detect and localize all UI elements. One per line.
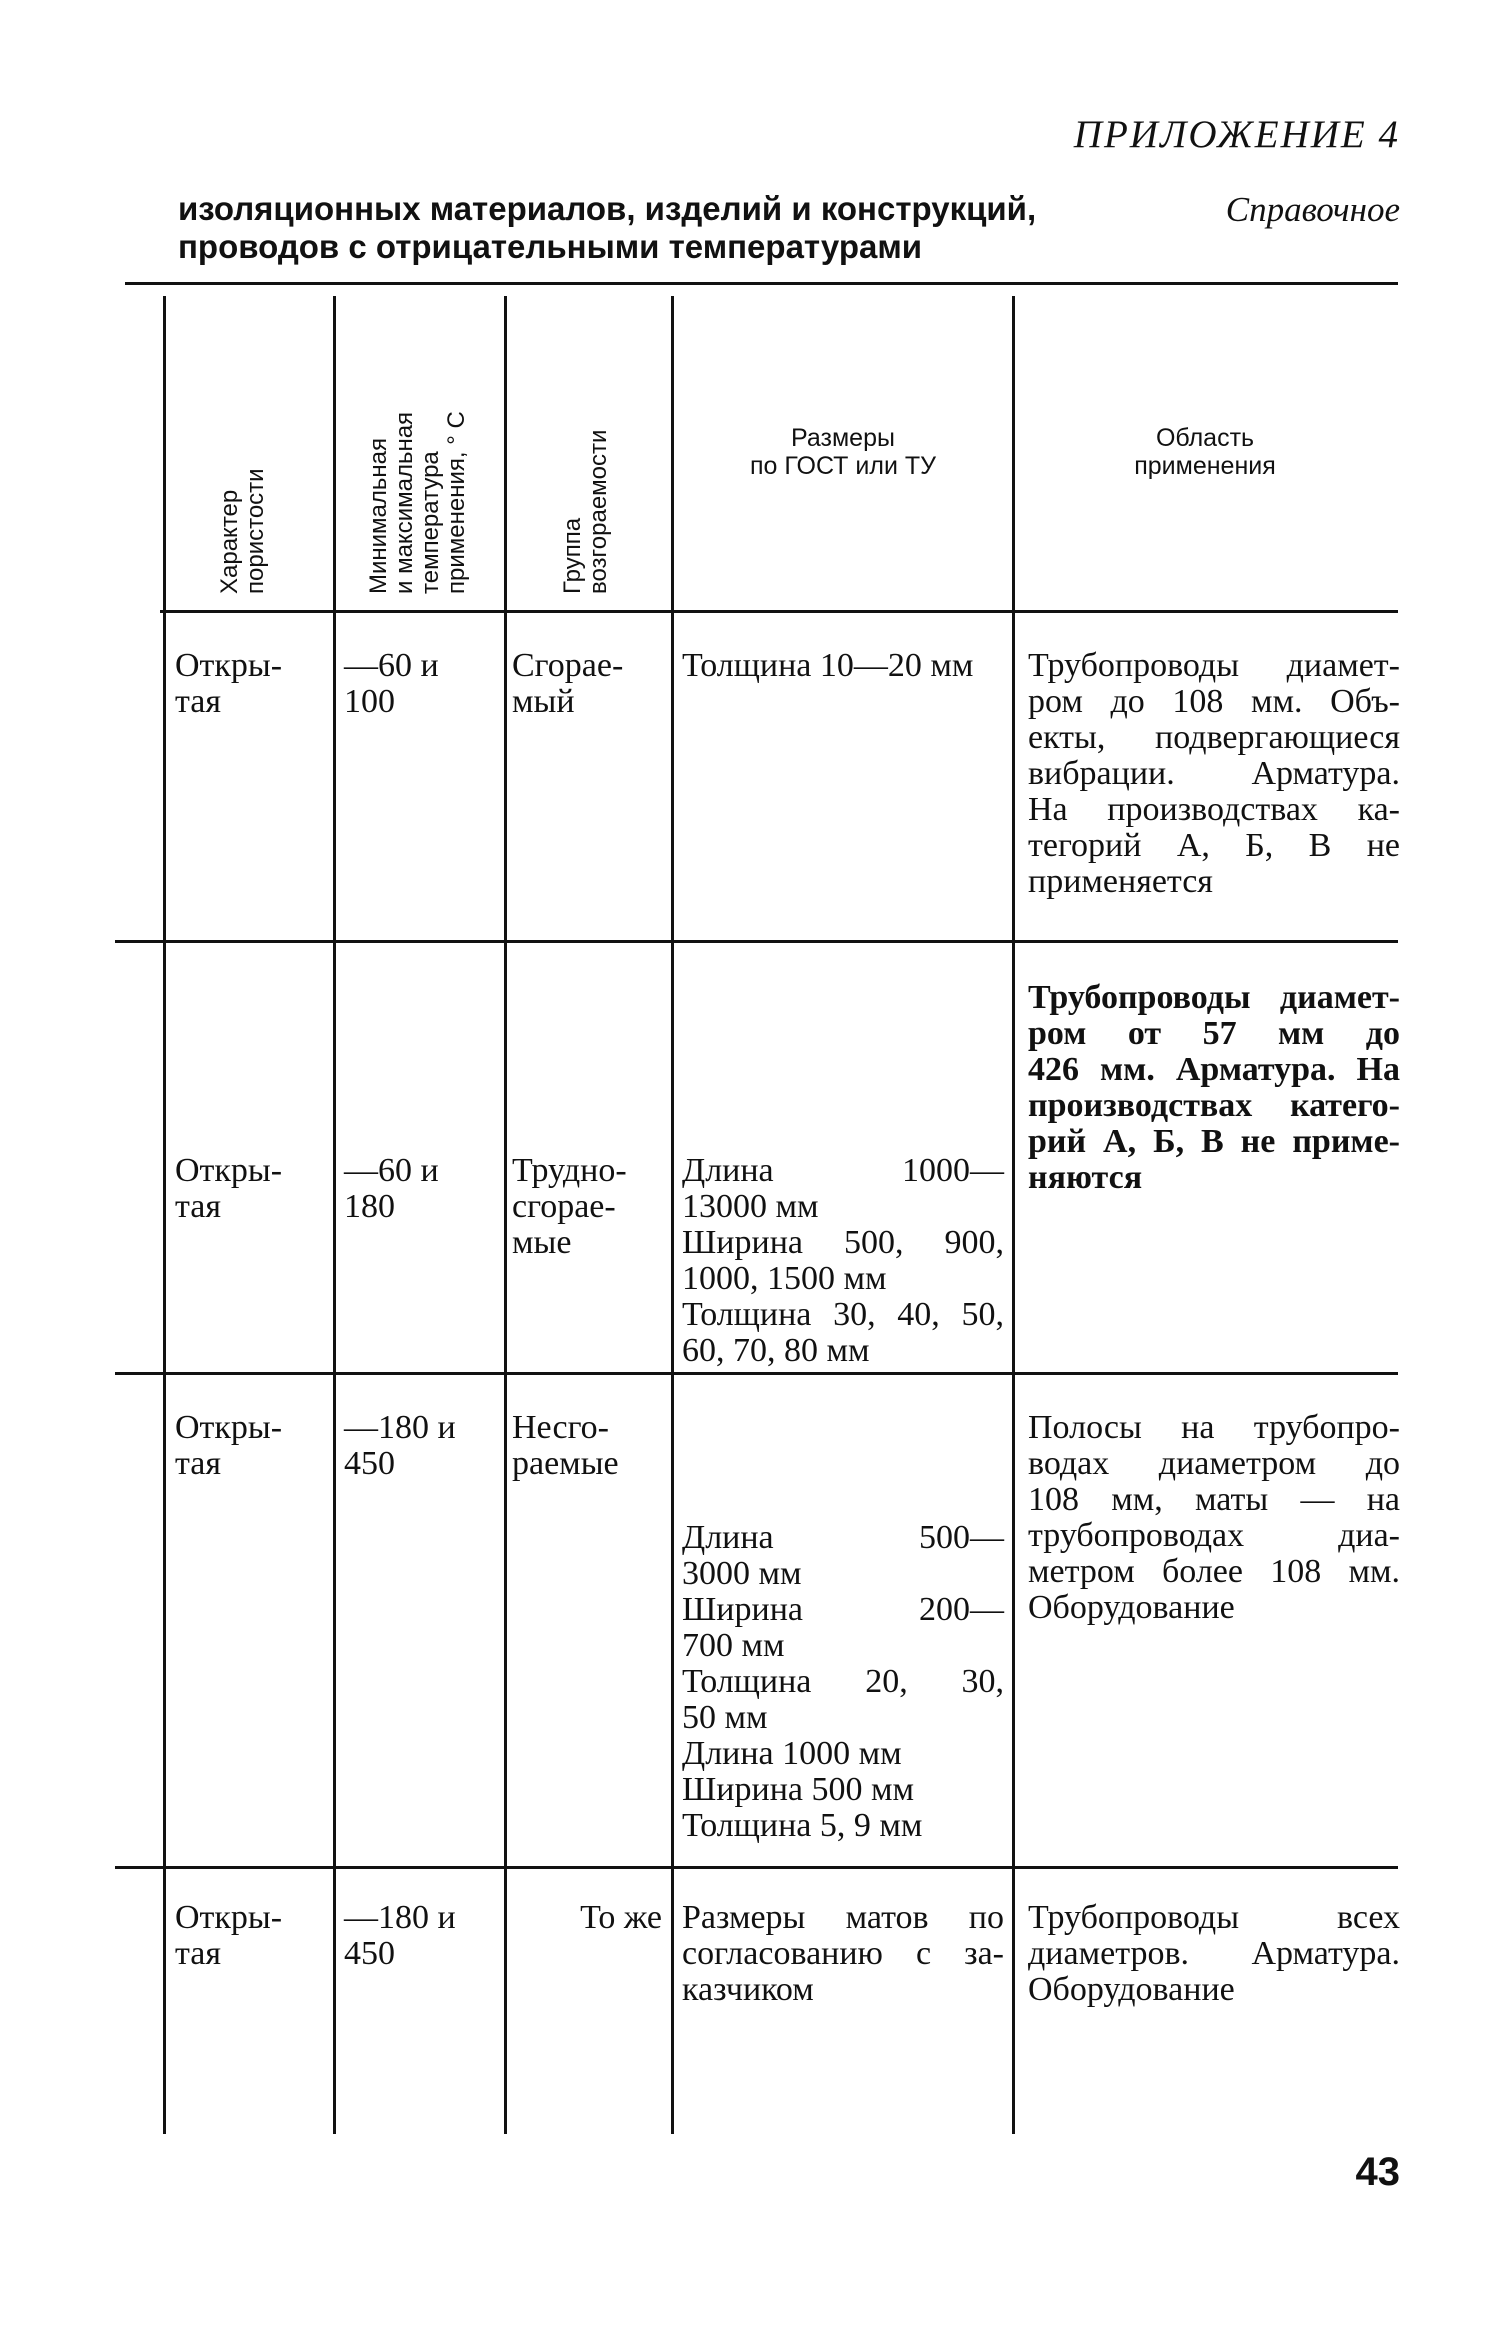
column-header-sizes: Размеры по ГОСТ или ТУ (749, 424, 937, 480)
row-2-flammability: Трудно- сгорае- мые (512, 1152, 627, 1261)
row-4-temperature: —180 и 450 (344, 1899, 456, 1972)
row-divider-1 (115, 940, 1398, 943)
column-rule-4 (671, 296, 674, 2134)
table-top-rule (125, 282, 1398, 285)
column-header-application: Область применения (1134, 424, 1276, 480)
row-4-sizes: Размеры матов по согласованию с за- казчиком (682, 1899, 1004, 2008)
row-2-sizes: Длина 1000— 13000 мм Ширина 500, 900, 1000, 1500 мм Толщина 30, 40, 50, 60, 70, 80 мм (682, 1152, 1004, 1369)
column-rule-3 (504, 296, 507, 2134)
row-2-temperature: —60 и 180 (344, 1152, 439, 1225)
row-divider-2 (115, 1372, 1398, 1375)
row-2-porosity: Откры- тая (175, 1152, 283, 1225)
row-3-flammability: Несго- раемые (512, 1409, 619, 1482)
column-rule-5 (1012, 296, 1015, 2134)
table-title-line-1: изоляционных материалов, изделий и конструкций, (178, 190, 1037, 227)
column-header-temperature: Минимальная и максимальная температура применения, ° С (365, 411, 470, 594)
column-rule-1 (163, 296, 166, 2134)
row-3-porosity: Откры- тая (175, 1409, 283, 1482)
column-header-flammability: Группа возгораемости (559, 429, 612, 594)
row-3-sizes: Длина 500— 3000 мм Ширина 200— 700 мм Толщина 20, 30, 50 мм Длина 1000 мм Ширина 500 мм Толщина 5, 9 мм (682, 1519, 1004, 1844)
row-divider-3 (115, 1866, 1398, 1869)
row-1-flammability: Сгорае- мый (512, 647, 624, 720)
table-title-line-2: проводов с отрицательными температурами (178, 228, 923, 265)
row-2-application: Трубопроводы диамет- ром от 57 мм до 426 мм. Арматура. На производствах катего- рий А, Б, В не приме- няются (1028, 979, 1400, 1196)
column-rule-2 (333, 296, 336, 2134)
row-1-sizes: Толщина 10—20 мм (682, 647, 974, 684)
row-1-temperature: —60 и 100 (344, 647, 439, 720)
row-3-application: Полосы на трубопро- водах диаметром до 108 мм, маты — на трубопроводах диа- метром более 108 мм. Оборудование (1028, 1409, 1400, 1626)
row-4-porosity: Откры- тая (175, 1899, 283, 1972)
page-number: 43 (1355, 2150, 1400, 2194)
row-4-application: Трубопроводы всех диаметров. Арматура. Оборудование (1028, 1899, 1400, 2008)
row-4-flammability: То же (580, 1899, 662, 1936)
appendix-title: ПРИЛОЖЕНИЕ 4 (1073, 113, 1400, 156)
column-header-porosity: Характер пористости (216, 468, 269, 594)
row-3-temperature: —180 и 450 (344, 1409, 456, 1482)
header-bottom-rule (160, 610, 1398, 613)
row-1-porosity: Откры- тая (175, 647, 283, 720)
reference-label: Справочное (1225, 190, 1400, 229)
row-1-application: Трубопроводы диамет- ром до 108 мм. Объ- екты, подвергающиеся вибрации. Арматура. На производствах ка- тегорий А, Б, В не применяется (1028, 647, 1400, 900)
